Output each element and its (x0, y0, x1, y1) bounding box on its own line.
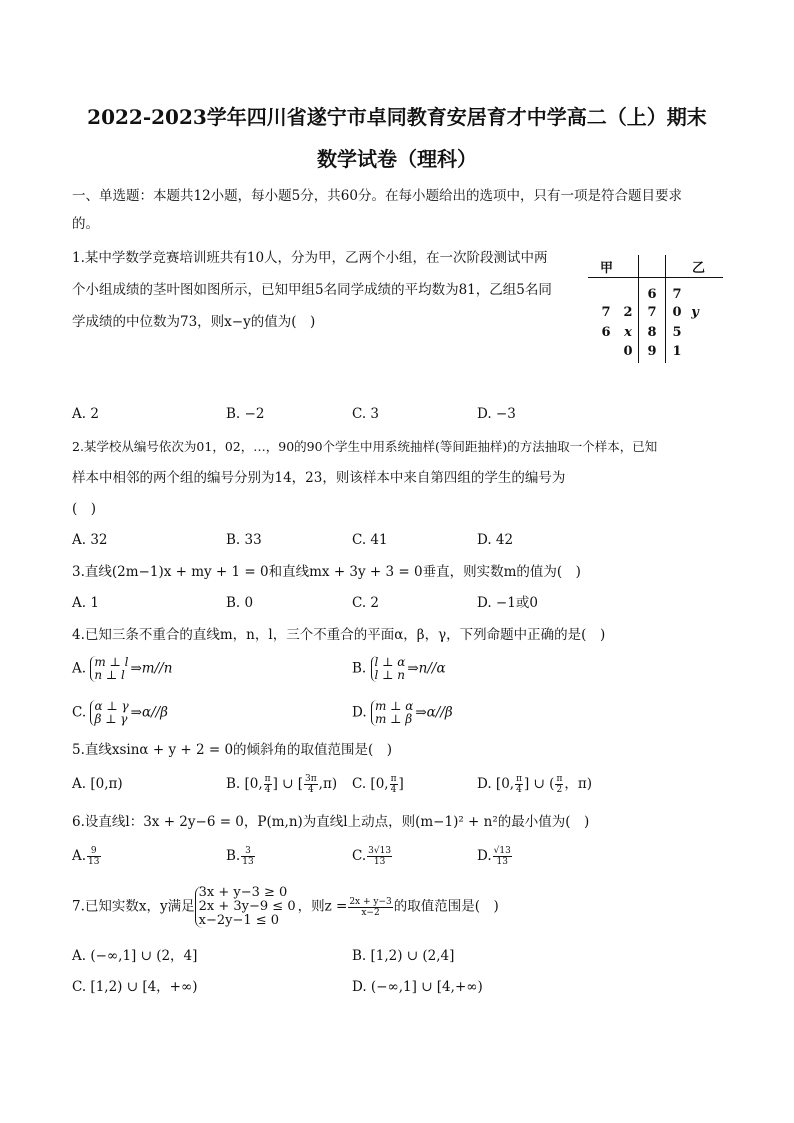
q7-option-c: C. [1,2) ∪ [4，+∞) (72, 979, 198, 995)
leaf-right: 1 (672, 344, 682, 359)
q4-option-a-system (90, 656, 128, 682)
fraction (515, 774, 523, 795)
leaf-right: 7 (672, 287, 682, 302)
q5-option-b-pre: B. [0, (226, 776, 263, 792)
leaf-right: 0 (672, 305, 682, 320)
stem-right-rule (665, 255, 666, 363)
leaf-left: 0 (623, 344, 633, 359)
fraction (555, 774, 563, 795)
q7-constraint-2: 2x + 3y−9 ≤ 0 (198, 899, 296, 914)
fraction-denominator: 13 (373, 857, 386, 867)
leaf-left: 6 (601, 325, 611, 340)
stem-value: 8 (647, 325, 657, 340)
q6-option-d-label: D. (477, 848, 492, 864)
q2-option-d: D. 42 (477, 532, 514, 548)
leaf-left: 7 (601, 305, 611, 320)
fraction-denominator: 4 (264, 785, 271, 795)
leaf-right: 5 (672, 325, 682, 340)
q6-option-c (352, 846, 393, 867)
q3-option-d: D. −1或0 (477, 595, 538, 611)
q2-text-line1: 2.某学校从编号依次为01，02，…，90的90个学生中用系统抽样(等间距抽样)的方法抽取一个样本，已知 (72, 439, 658, 454)
q2-option-b: B. 33 (226, 532, 262, 548)
fraction-denominator: 4 (307, 785, 314, 795)
leaf-right: y (691, 305, 699, 320)
fraction-denominator: 2 (556, 785, 563, 795)
fraction-denominator: 13 (88, 857, 100, 867)
q5-option-b-mid: ] ∪ [ (272, 776, 304, 792)
q4-option-a-label: A. (72, 660, 87, 677)
q3-text-line1: 3.直线(2m−1)x + my + 1 = 0和直线mx + 3y + 3 = 0垂直，则实数m的值为( ) (72, 564, 581, 580)
q6-option-a-label: A. (72, 848, 87, 864)
q7-constraint-3: x−2y−1 ≤ 0 (198, 913, 280, 928)
stem-value: 6 (647, 287, 657, 302)
q7-option-b: B. [1,2) ∪ (2,4] (352, 948, 455, 964)
q4-option-d-result: ⇒α//β (415, 704, 453, 721)
leaf-left: x (624, 325, 632, 340)
fraction-numerator: 3π (305, 774, 317, 784)
fraction (241, 846, 254, 867)
q4-option-c (72, 700, 168, 726)
fraction-denominator: x−2 (361, 907, 380, 918)
q1-option-c: C. 3 (352, 406, 380, 422)
leaf-left: 2 (623, 305, 633, 320)
fraction-denominator: 4 (390, 785, 397, 795)
exam-title-line1: 2022-2023学年四川省遂宁市卓同教育安居育才中学高二（上）期末 (87, 105, 707, 129)
q6-option-a (72, 846, 102, 867)
fraction-denominator: 13 (242, 857, 254, 867)
stem-header-rule (588, 277, 723, 278)
q4-option-b-cond1: l ⊥ α (374, 655, 406, 669)
q1-option-d: D. −3 (477, 406, 516, 422)
stem-header-right: 乙 (692, 261, 706, 276)
q4-option-b-system (371, 656, 406, 682)
stem-value: 7 (647, 305, 657, 320)
q5-option-d (477, 774, 592, 795)
fraction-numerator: 3√13 (368, 846, 392, 856)
q5-option-c-pre: C. [0, (352, 776, 389, 792)
q4-option-a-cond1: m ⊥ l (94, 655, 129, 669)
fraction-denominator: 4 (516, 785, 522, 795)
q4-option-d-cond2: m ⊥ β (374, 712, 413, 726)
q5-option-b (226, 774, 337, 795)
stem-left-rule (638, 255, 639, 363)
q4-option-d-system (371, 700, 413, 726)
fraction (264, 774, 272, 795)
q2-text-line3: ( ) (72, 501, 97, 517)
fraction-numerator: π (516, 774, 522, 784)
q4-option-d-label: D. (352, 704, 367, 721)
q4-option-a (72, 656, 172, 682)
fraction (87, 846, 100, 867)
fraction (493, 846, 512, 867)
q4-option-c-label: C. (72, 704, 87, 721)
fraction-numerator: π (264, 774, 271, 784)
exam-title-line2: 数学试卷（理科） (317, 147, 477, 171)
q7-text-line1 (72, 886, 499, 928)
q5-option-b-post: ,π) (318, 776, 338, 792)
q4-option-c-system (90, 700, 128, 726)
q5-text-line1: 5.直线xsinα + y + 2 = 0的倾斜角的取值范围是( ) (72, 742, 393, 758)
fraction-numerator: 3 (241, 846, 254, 857)
fraction-numerator: 9 (87, 846, 100, 857)
q7-text-pre: 7.已知实数x，y满足 (72, 898, 195, 915)
q4-option-b (352, 656, 446, 682)
q4-option-b-result: ⇒n//α (407, 660, 446, 677)
stem-value: 9 (647, 344, 657, 359)
q7-text-mid: ，则z = (297, 898, 348, 915)
q5-option-d-mid: ] ∪ ( (524, 776, 555, 792)
q1-option-b: B. −2 (226, 406, 265, 422)
q4-option-a-result: ⇒m//n (130, 660, 173, 677)
q2-option-a: A. 32 (72, 532, 108, 548)
q7-text-post: 的取值范围是( ) (393, 898, 499, 915)
q4-option-d-cond1: m ⊥ α (374, 699, 414, 713)
q7-constraint-1: 3x + y−3 ≥ 0 (198, 885, 288, 900)
fraction-numerator: π (390, 774, 397, 784)
fraction-numerator: π (556, 774, 563, 784)
fraction (390, 774, 398, 795)
q4-option-b-cond2: l ⊥ n (374, 668, 405, 682)
q6-text-line1: 6.设直线l：3x + 2y−6 = 0，P(m,n)为直线l上动点，则(m−1)² + n²的最小值为( ) (72, 814, 590, 830)
q3-option-a: A. 1 (72, 595, 99, 611)
fraction-numerator: √13 (493, 846, 511, 856)
q4-option-c-cond2: β ⊥ γ (94, 712, 128, 726)
q4-text-line1: 4.已知三条不重合的直线m，n，l，三个不重合的平面α，β，γ，下列命题中正确的是( ) (72, 627, 606, 643)
q1-text-line3: 学成绩的中位数为73，则x−y的值为( ) (72, 314, 316, 330)
q1-text-line1: 1.某中学数学竞赛培训班共有10人，分为甲，乙两个小组，在一次阶段测试中两 (72, 250, 548, 266)
q7-constraint-system (195, 886, 296, 928)
q5-option-c-post: ] (398, 776, 404, 792)
q4-option-c-result: ⇒α//β (130, 704, 168, 721)
fraction-denominator: 13 (496, 857, 508, 867)
q6-option-c-label: C. (352, 848, 367, 864)
q5-option-c (352, 774, 404, 795)
q7-option-a: A. (−∞,1] ∪ (2，4] (72, 948, 198, 964)
q4-option-b-label: B. (352, 660, 367, 677)
fraction-numerator: 2x + y−3 (349, 896, 392, 907)
q2-option-c: C. 41 (352, 532, 388, 548)
q1-text-line2: 个小组成绩的茎叶图如图所示，已知甲组5名同学成绩的平均数为81，乙组5名同 (72, 282, 552, 298)
q6-option-b (226, 846, 256, 867)
q6-option-d (477, 846, 513, 867)
section-instruction-line1: 一、单选题：本题共12小题，每小题5分，共60分。在每小题给出的选项中，只有一项是符合题目要求 (72, 188, 682, 204)
q2-text-line2: 样本中相邻的两个组的编号分别为14，23，则该样本中来自第四组的学生的编号为 (72, 470, 566, 486)
q4-option-a-cond2: n ⊥ l (94, 668, 125, 682)
q5-option-d-pre: D. [0, (477, 776, 515, 792)
fraction (367, 846, 392, 867)
q3-option-c: C. 2 (352, 595, 380, 611)
q5-option-a: A. [0,π) (72, 776, 123, 792)
q1-option-a: A. 2 (72, 406, 99, 422)
q3-option-b: B. 0 (226, 595, 254, 611)
fraction (304, 774, 318, 795)
section-instruction-line2: 的。 (72, 216, 99, 232)
stem-header-left: 甲 (600, 261, 614, 276)
q4-option-c-cond1: α ⊥ γ (94, 699, 129, 713)
q6-option-b-label: B. (226, 848, 241, 864)
stem-and-leaf-figure (588, 255, 723, 365)
q7-option-d: D. (−∞,1] ∪ [4,+∞) (352, 979, 483, 995)
fraction (348, 897, 392, 918)
q4-option-d (352, 700, 453, 726)
q5-option-d-post: ，π) (564, 776, 592, 792)
